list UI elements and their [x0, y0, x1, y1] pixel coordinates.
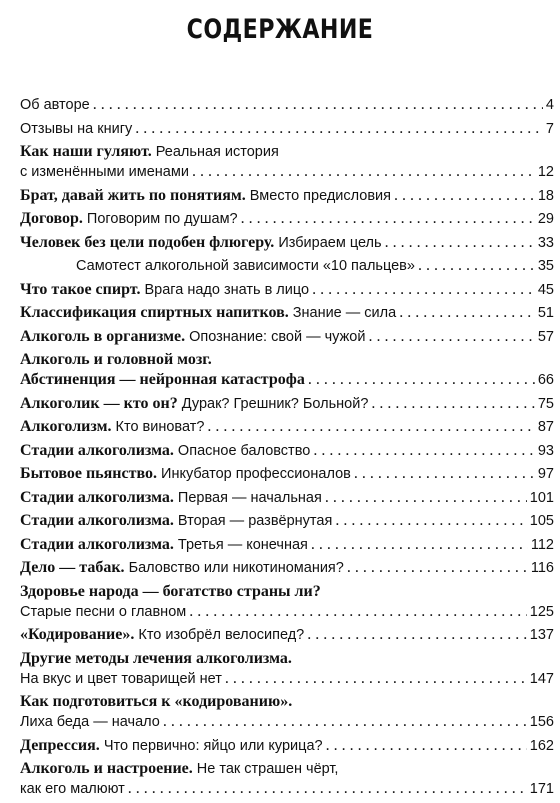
chapter-subtitle: Кто изобрёл велосипед? — [134, 627, 305, 643]
toc-entry — [20, 350, 554, 390]
chapter-title: Стадии алкоголизма. — [20, 535, 174, 553]
chapter-subtitle: Отзывы на книгу — [20, 120, 133, 137]
toc-entry-text — [20, 602, 186, 622]
page-number: 162 — [529, 737, 554, 754]
toc-entry-line — [20, 692, 554, 712]
page-number: 112 — [530, 536, 554, 553]
page-number: 97 — [537, 466, 554, 482]
page-number: 7 — [545, 120, 554, 137]
toc-entry-line — [20, 370, 554, 390]
chapter-subtitle: Опознание: свой — чужой — [185, 328, 366, 345]
toc-entry — [20, 209, 554, 229]
toc-entry — [20, 95, 554, 115]
toc-entry-text — [20, 394, 368, 414]
chapter-title: «Кодирование». — [20, 626, 135, 643]
toc-entry — [20, 280, 554, 300]
chapter-subtitle: Старые песни о главном — [20, 603, 187, 620]
toc-entry-line — [20, 649, 554, 669]
toc-entry — [20, 142, 554, 182]
toc-entry — [20, 417, 554, 437]
chapter-title: Договор. — [20, 210, 83, 227]
toc-entry-text — [20, 95, 90, 115]
toc-entry — [20, 119, 554, 139]
toc-entry-text — [20, 736, 323, 756]
page-number: 33 — [537, 234, 554, 251]
toc-entry-line — [20, 162, 554, 182]
dot-leader — [368, 327, 534, 347]
chapter-title: Как подготовиться к «кодированию». — [20, 693, 293, 710]
chapter-subtitle: Вместо предисловия — [245, 187, 391, 204]
chapter-title: Абстиненция — нейронная катастрофа — [20, 371, 305, 388]
chapter-subtitle: Что первично: яйцо или курица? — [99, 737, 323, 754]
toc-entry-line — [20, 280, 554, 300]
chapter-subtitle: Опасное баловство — [173, 442, 311, 459]
toc-entry — [20, 394, 554, 414]
page-number: 18 — [537, 187, 554, 204]
toc-entry-line — [20, 602, 554, 622]
toc-entry — [20, 582, 554, 622]
page-number: 4 — [545, 97, 554, 113]
page-number: 12 — [537, 164, 554, 180]
toc-entry-line — [20, 394, 554, 414]
chapter-title: Стадии алкоголизма. — [20, 441, 174, 459]
toc-entry-text — [20, 558, 344, 578]
toc-entry — [20, 488, 554, 508]
toc-entry — [20, 233, 554, 253]
toc-entry-text — [20, 119, 132, 139]
toc-entry-line — [20, 669, 554, 689]
chapter-title: Стадии алкоголизма. — [20, 488, 174, 506]
dot-leader — [192, 162, 535, 182]
chapter-title: Как наши гуляют. — [20, 143, 152, 160]
toc-entry-line — [20, 350, 554, 370]
dot-leader — [163, 712, 527, 732]
page-number: 101 — [529, 489, 554, 506]
toc-entry — [20, 441, 554, 461]
toc-entry-line — [20, 186, 554, 206]
toc-entry-line — [20, 535, 554, 555]
toc-entry — [20, 649, 554, 689]
toc-entry-line — [20, 119, 554, 139]
chapter-subtitle: Дурак? Грешник? Больной? — [177, 395, 369, 412]
toc-entry-line — [20, 511, 554, 531]
page-number: 116 — [530, 560, 554, 576]
dot-leader — [347, 558, 528, 578]
chapter-title: Алкоголь в организме. — [20, 327, 186, 345]
dot-leader — [371, 394, 534, 414]
toc-entry-line — [20, 303, 554, 323]
toc-entry-line — [20, 327, 554, 347]
toc-entry-text — [20, 669, 222, 689]
chapter-title: Алкоголь и настроение. — [20, 760, 193, 777]
toc-entry-line — [20, 209, 554, 229]
toc-entry-text — [20, 712, 160, 732]
toc-entry-text — [20, 760, 338, 777]
chapter-title: Дело — табак. — [20, 559, 125, 576]
dot-leader — [93, 95, 543, 115]
page-number: 45 — [537, 281, 554, 298]
table-of-contents — [20, 95, 554, 803]
toc-entry-text — [20, 693, 292, 710]
toc-entry-line — [20, 582, 554, 602]
chapter-title: Депрессия. — [20, 736, 100, 754]
dot-leader — [189, 602, 527, 622]
page-number: 125 — [529, 603, 554, 620]
toc-entry — [20, 736, 554, 756]
toc-entry — [20, 535, 554, 555]
chapter-subtitle: Первая — начальная — [173, 489, 322, 506]
chapter-title: Другие методы лечения алкоголизма. — [20, 649, 292, 667]
toc-entry-line — [20, 95, 554, 115]
toc-entry-text — [20, 280, 309, 300]
page-number: 147 — [529, 670, 554, 687]
toc-entry-line — [20, 233, 554, 253]
toc-entry-line — [20, 558, 554, 578]
toc-entry-text — [20, 583, 321, 600]
page-number: 35 — [537, 258, 554, 274]
toc-entry — [20, 558, 554, 578]
dot-leader — [335, 511, 526, 531]
dot-leader — [225, 669, 527, 689]
dot-leader — [135, 119, 543, 139]
toc-entry — [20, 511, 554, 531]
chapter-subtitle: Инкубатор профессионалов — [157, 466, 351, 482]
dot-leader — [325, 488, 527, 508]
page-number: 75 — [537, 395, 554, 412]
dot-leader — [241, 209, 535, 229]
chapter-subtitle: Поговорим по душам? — [82, 211, 238, 227]
chapter-title: Брат, давай жить по понятиям. — [20, 186, 246, 204]
chapter-subtitle: Врага надо знать в лицо — [140, 281, 310, 298]
toc-entry-line — [20, 779, 554, 799]
chapter-subtitle: с изменёнными именами — [20, 164, 189, 180]
dot-leader — [311, 535, 528, 555]
page-number: 93 — [537, 442, 554, 459]
chapter-title: Классификация спиртных напитков. — [20, 304, 289, 321]
toc-entry-text — [20, 370, 305, 390]
toc-entry-text — [20, 351, 212, 368]
toc-entry-text — [20, 143, 279, 160]
page-number: 57 — [537, 328, 554, 345]
dot-leader — [394, 186, 535, 206]
toc-entry-line — [20, 759, 554, 779]
chapter-subtitle: Баловство или никотиномания? — [124, 560, 344, 576]
chapter-subtitle: Об авторе — [20, 97, 90, 113]
toc-entry — [20, 625, 554, 645]
page-number: 87 — [537, 419, 554, 435]
toc-entry — [20, 759, 554, 799]
chapter-subtitle: Вторая — развёрнутая — [173, 513, 333, 529]
chapter-subtitle: На вкус и цвет товарищей нет — [20, 670, 222, 687]
toc-entry-text — [20, 650, 292, 667]
chapter-title: Человек без цели подобен флюгеру. — [20, 233, 275, 251]
dot-leader — [308, 370, 535, 390]
chapter-subtitle: Избираем цель — [274, 234, 382, 251]
chapter-subtitle: Не так страшен чёрт, — [192, 761, 339, 777]
toc-entry-text — [20, 327, 365, 347]
chapter-title: Алкоголик — кто он? — [20, 394, 178, 412]
toc-entry — [20, 692, 554, 732]
toc-entry — [20, 186, 554, 206]
chapter-subtitle: Знание — сила — [288, 305, 397, 321]
dot-leader — [418, 256, 535, 276]
dot-leader — [399, 303, 535, 323]
toc-entry-text — [20, 441, 310, 461]
toc-entry — [20, 303, 554, 323]
page-number: 29 — [537, 211, 554, 227]
dot-leader — [313, 441, 535, 461]
toc-entry — [20, 464, 554, 484]
toc-entry-text — [20, 162, 189, 182]
dot-leader — [312, 280, 535, 300]
toc-entry-text — [20, 209, 238, 229]
chapter-title: Алкоголизм. — [20, 418, 112, 435]
chapter-title: Что такое спирт. — [20, 280, 141, 298]
page-number: 51 — [537, 305, 554, 321]
toc-entry-text — [20, 417, 204, 437]
page-number: 171 — [529, 781, 554, 797]
chapter-subtitle: Кто виноват? — [111, 419, 205, 435]
page-title: СОДЕРЖАНИЕ — [186, 14, 374, 45]
page-number: 66 — [537, 372, 554, 388]
toc-entry-line — [20, 712, 554, 732]
toc-entry-line — [20, 488, 554, 508]
chapter-subtitle: Самотест алкогольной зависимости «10 пальцев» — [76, 258, 415, 274]
dot-leader — [207, 417, 534, 437]
toc-entry-line — [20, 736, 554, 756]
chapter-title: Алкоголь и головной мозг. — [20, 351, 212, 368]
toc-entry-line — [20, 625, 554, 645]
dot-leader — [307, 625, 527, 645]
toc-entry-text — [76, 256, 415, 276]
toc-entry-text — [20, 535, 308, 555]
toc-entry-line — [20, 441, 554, 461]
toc-entry-text — [20, 625, 304, 645]
dot-leader — [385, 233, 535, 253]
toc-entry — [20, 327, 554, 347]
chapter-subtitle: как его малюют — [20, 781, 125, 797]
chapter-subtitle: Третья — конечная — [173, 536, 308, 553]
page-number: 105 — [529, 513, 554, 529]
toc-entry-line — [20, 256, 554, 276]
chapter-title: Здоровье народа — богатство страны ли? — [20, 582, 321, 600]
toc-entry-line — [20, 417, 554, 437]
toc-entry-line — [20, 142, 554, 162]
toc-entry-text — [20, 303, 396, 323]
toc-entry-text — [20, 488, 322, 508]
dot-leader — [326, 736, 527, 756]
toc-entry-line — [20, 464, 554, 484]
dot-leader — [354, 464, 535, 484]
page-number: 137 — [529, 627, 554, 643]
toc-entry-text — [20, 233, 382, 253]
toc-entry — [20, 256, 554, 276]
toc-entry-text — [20, 464, 351, 484]
toc-entry-text — [20, 186, 391, 206]
chapter-subtitle: Лиха беда — начало — [20, 714, 160, 730]
chapter-subtitle: Реальная история — [151, 144, 279, 160]
dot-leader — [128, 779, 527, 799]
page-number: 156 — [529, 714, 554, 730]
chapter-title: Стадии алкоголизма. — [20, 512, 174, 529]
toc-entry-text — [20, 779, 125, 799]
toc-entry-text — [20, 511, 332, 531]
chapter-title: Бытовое пьянство. — [20, 465, 157, 482]
